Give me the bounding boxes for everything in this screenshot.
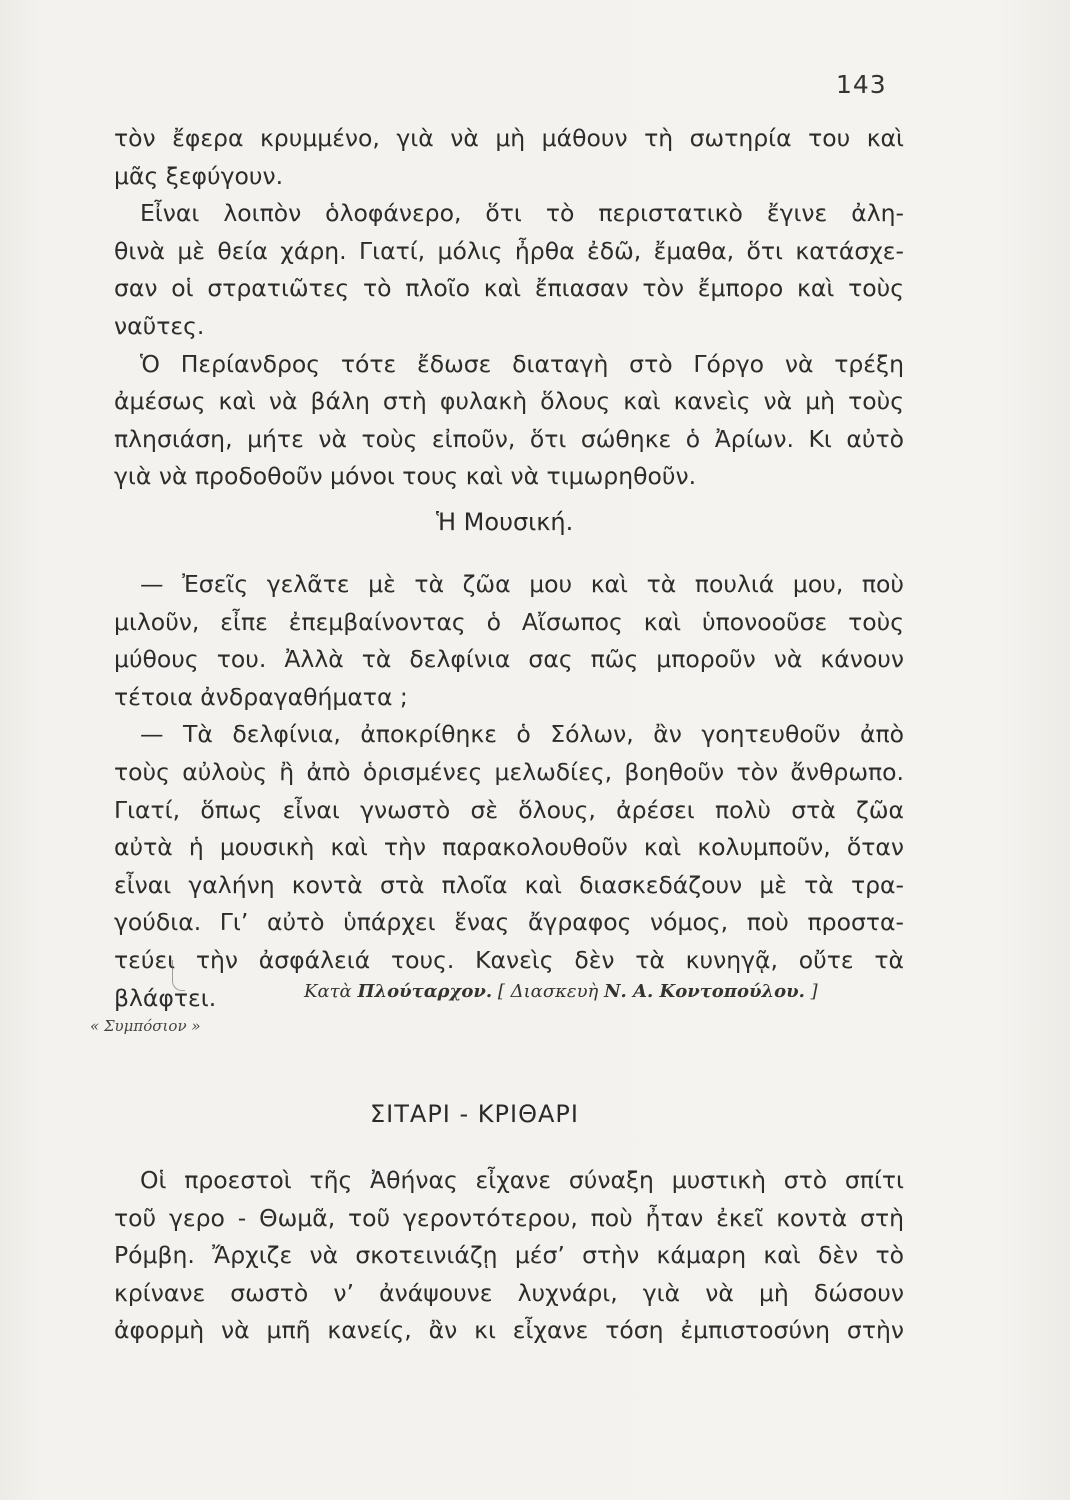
source-prefix: Κατὰ bbox=[304, 981, 352, 1002]
source-work-title: « Συμπόσιον » bbox=[90, 1017, 201, 1035]
text-block-perianderos bbox=[114, 120, 904, 496]
text-line: γούδια. Γι’ αὐτὸ ὑπάρχει ἕνας ἄγραφος νόμος, ποὺ προστα- bbox=[114, 908, 904, 937]
text-line: Οἱ προεστοὶ τῆς Ἀθήνας εἶχανε σύναξη μυστικὴ στὸ σπίτι bbox=[140, 1166, 904, 1194]
text-line: θινὰ μὲ θεία χάρη. Γιατί, μόλις ἦρθα ἐδῶ, ἔμαθα, ὅτι κατάσχε- bbox=[114, 236, 904, 265]
text-line: εἶναι γαλήνη κοντὰ στὰ πλοῖα καὶ διασκεδάζουν μὲ τὰ τρα- bbox=[114, 870, 904, 899]
source-attribution bbox=[304, 981, 818, 1002]
text-line: — Ἐσεῖς γελᾶτε μὲ τὰ ζῶα μου καὶ τὰ πουλιά μου, ποὺ bbox=[140, 570, 904, 598]
text-line: τέτοια ἀνδραγαθήματα ; bbox=[114, 682, 408, 711]
text-line: μιλοῦν, εἶπε ἐπεμβαίνοντας ὁ Αἴσωπος καὶ ὑπονοοῦσε τοὺς bbox=[114, 607, 904, 636]
text-line: Εἶναι λοιπὸν ὁλοφάνερο, ὅτι τὸ περιστατικὸ ἔγινε ἀλη- bbox=[140, 199, 904, 228]
text-block-music bbox=[114, 566, 904, 1017]
text-line: μύθους του. Ἀλλὰ τὰ δελφίνια σας πῶς μποροῦν νὰ κάνουν bbox=[114, 645, 904, 674]
source-author: Πλούταρχον. bbox=[357, 981, 493, 1002]
text-line: τὸν ἔφερα κρυμμένο, γιὰ νὰ μὴ μάθουν τὴ σωτηρία του καὶ bbox=[114, 124, 904, 152]
text-line: βλάφτει. bbox=[114, 983, 217, 1012]
text-line: σαν οἱ στρατιῶτες τὸ πλοῖο καὶ ἔπιασαν τὸν ἔμπορο καὶ τοὺς bbox=[114, 274, 904, 303]
text-line: Ὁ Περίανδρος τότε ἔδωσε διαταγὴ στὸ Γόργο νὰ τρέξη bbox=[140, 349, 904, 378]
story-title: ΣΙΤΑΡΙ - ΚΡΙΘΑΡΙ bbox=[370, 1100, 579, 1128]
source-adapter: Ν. Α. Κοντοπούλου. bbox=[604, 981, 805, 1002]
text-line: τεύει τὴν ἀσφάλειά τους. Κανεὶς δὲν τὰ κυνηγᾷ, οὔτε τὰ bbox=[114, 945, 904, 974]
text-line: Γιατί, ὅπως εἶναι γνωστὸ σὲ ὅλους, ἀρέσει πολὺ στὰ ζῶα bbox=[114, 795, 904, 824]
text-line: τοὺς αὐλοὺς ἢ ἀπὸ ὁρισμένες μελωδίες, βοηθοῦν τὸν ἄνθρωπο. bbox=[114, 757, 904, 786]
text-line: τοῦ γερο - Θωμᾶ, τοῦ γεροντότερου, ποὺ ἦταν ἐκεῖ κοντὰ στὴ bbox=[114, 1203, 904, 1232]
text-line: κρίνανε σωστὸ ν’ ἀνάψουνε λυχνάρι, γιὰ νὰ μὴ δώσουν bbox=[114, 1278, 904, 1307]
source-bracket-open: [ bbox=[497, 981, 505, 1002]
text-line: ἀμέσως καὶ νὰ βάλη στὴ φυλακὴ ὅλους καὶ κανεὶς νὰ μὴ τοὺς bbox=[114, 387, 904, 416]
text-line: μᾶς ξεφύγουν. bbox=[114, 161, 284, 190]
margin-pen-mark bbox=[172, 960, 185, 991]
text-line: αὐτὰ ἡ μουσικὴ καὶ τὴν παρακολουθοῦν καὶ κολυμποῦν, ὅταν bbox=[114, 833, 904, 862]
text-line: πλησιάση, μήτε νὰ τοὺς εἰποῦν, ὅτι σώθηκε ὁ Ἀρίων. Κι αὐτὸ bbox=[114, 424, 904, 453]
page-number: 143 bbox=[836, 70, 887, 99]
text-line: Ρόμβη. Ἄρχιζε νὰ σκοτεινιάζῃ μέσ’ στὴν κάμαρη καὶ δὲν τὸ bbox=[114, 1241, 904, 1270]
text-block-sitari bbox=[114, 1162, 904, 1350]
text-line: — Τὰ δελφίνια, ἀποκρίθηκε ὁ Σόλων, ἂν γοητευθοῦν ἀπὸ bbox=[140, 720, 904, 749]
text-line: ναῦτες. bbox=[114, 311, 205, 340]
text-line: ἀφορμὴ νὰ μπῆ κανείς, ἂν κι εἶχανε τόση ἐμπιστοσύνη στὴν bbox=[114, 1316, 904, 1345]
source-bracket-close: ] bbox=[810, 981, 818, 1002]
section-heading-music: Ἡ Μουσική. bbox=[436, 508, 574, 536]
source-adaptation: Διασκευὴ bbox=[510, 981, 599, 1002]
text-line: γιὰ νὰ προδοθοῦν μόνοι τους καὶ νὰ τιμωρηθοῦν. bbox=[114, 462, 697, 491]
